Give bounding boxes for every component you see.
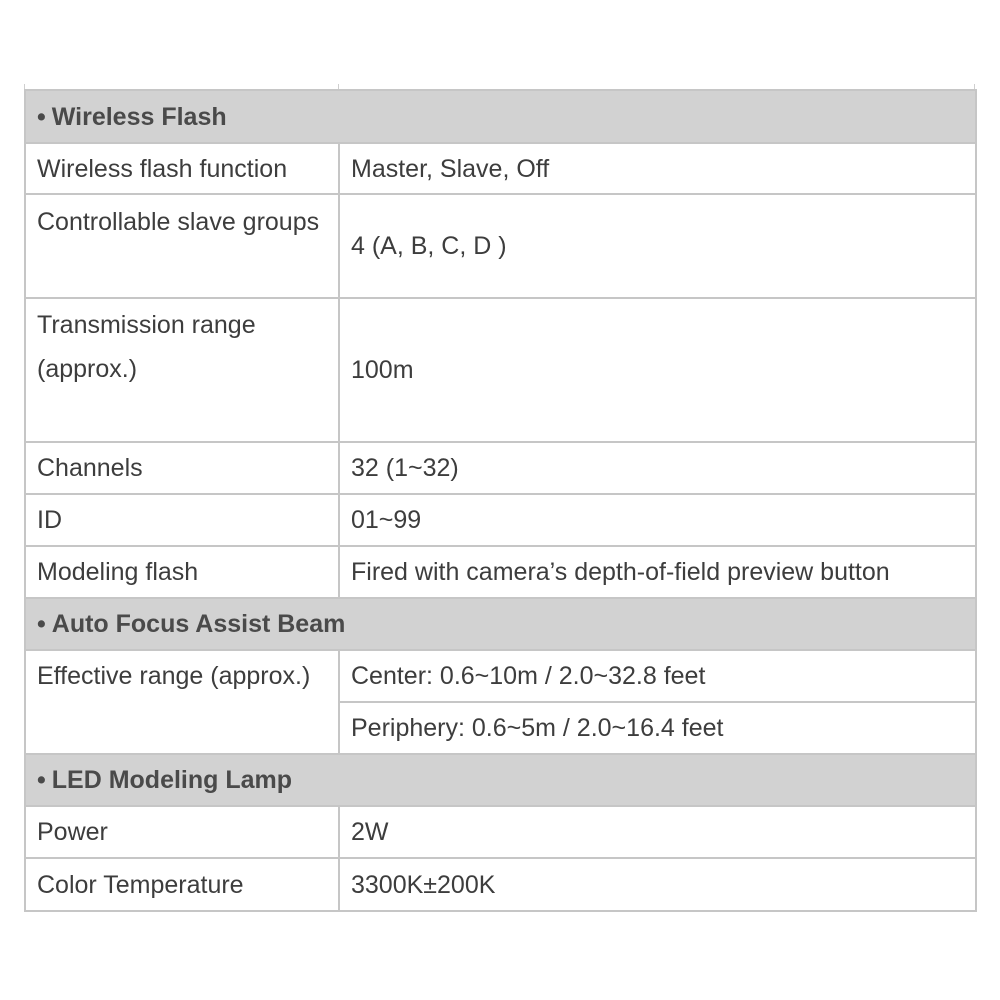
section-title-text: Wireless Flash: [51, 102, 227, 131]
row-label-line: Transmission range: [37, 311, 256, 339]
row-value: Fired with camera’s depth-of-field preview button: [339, 546, 976, 598]
section-title-text: Auto Focus Assist Beam: [51, 610, 346, 638]
section-title: [25, 754, 976, 806]
table-row: [25, 806, 976, 858]
row-label: Controllable slave groups: [25, 194, 339, 298]
table-row: [25, 298, 976, 442]
table-row: [25, 143, 976, 194]
section-header-wireless-flash: [25, 90, 976, 143]
section-title-text: LED Modeling Lamp: [51, 766, 293, 794]
row-value: 4 (A, B, C, D ): [339, 194, 976, 298]
section-header-af-assist-beam: [25, 598, 976, 650]
row-value: Periphery: 0.6~5m / 2.0~16.4 feet: [339, 702, 976, 754]
row-label: Power: [25, 806, 339, 858]
row-label: Effective range (approx.): [25, 650, 339, 754]
table-row: [25, 442, 976, 494]
bullet: •: [37, 766, 46, 794]
row-label: [25, 298, 339, 442]
table-row: [25, 194, 976, 298]
table-row: [25, 858, 976, 911]
section-title: [25, 598, 976, 650]
section-header-led-modeling-lamp: [25, 754, 976, 806]
bullet: •: [37, 102, 46, 131]
row-value: 3300K±200K: [339, 858, 976, 911]
table-row: [25, 494, 976, 546]
section-title: [25, 90, 976, 143]
row-value: 2W: [339, 806, 976, 858]
row-value: 32 (1~32): [339, 442, 976, 494]
row-label: Wireless flash function: [25, 143, 339, 194]
row-value: Master, Slave, Off: [339, 143, 976, 194]
table-row: [25, 650, 976, 702]
bullet: •: [37, 610, 46, 638]
table-row: [25, 546, 976, 598]
row-label: ID: [25, 494, 339, 546]
row-label: Channels: [25, 442, 339, 494]
row-label: Modeling flash: [25, 546, 339, 598]
row-value: Center: 0.6~10m / 2.0~32.8 feet: [339, 650, 976, 702]
spec-table: [24, 89, 977, 912]
row-label: Color Temperature: [25, 858, 339, 911]
row-label-line: (approx.): [37, 355, 138, 383]
row-value: 100m: [339, 298, 976, 442]
row-value: 01~99: [339, 494, 976, 546]
